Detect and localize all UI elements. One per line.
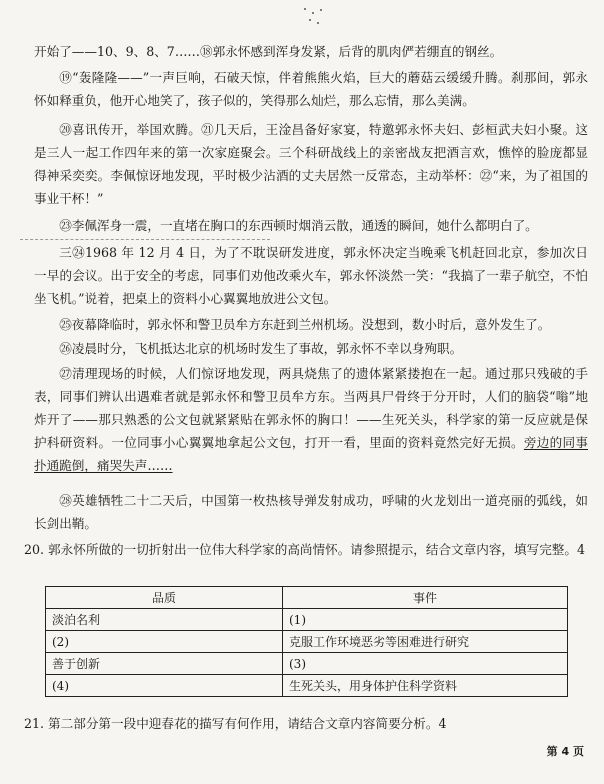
paragraph-27 [34, 362, 588, 477]
table-header-event: 事件 [283, 587, 568, 609]
page-number: 第 4 页 [546, 745, 584, 758]
paragraph-18: 开始了——10、9、8、7……⑱郭永怀感到浑身发紧，后背的肌肉俨若绷直的钢丝。 [34, 44, 503, 59]
paragraph-19: ⑲“轰隆隆——”一声巨响，石破天惊，伴着熊熊火焰，巨大的蘑菇云缓缓升腾。刹那间，郭永怀如释重负，他开心地笑了，孩子似的，笑得那么灿烂，那么忘情，那么美满。 [34, 70, 588, 108]
question-21: 21. 第二部分第一段中迎春花的描写有何作用，请结合文章内容简要分析。4 [24, 716, 447, 731]
table-cell: 善于创新 [46, 653, 283, 675]
paragraph-26: ㉖凌晨时分，飞机抵达北京的机场时发生了事故，郭永怀不幸以身殉职。 [59, 341, 463, 356]
table-cell: (2) [46, 631, 283, 653]
table-cell: 淡泊名利 [46, 609, 283, 631]
answer-table [45, 586, 568, 697]
table-header-quality: 品质 [46, 587, 283, 609]
paragraph-24: 三㉔1968 年 12 月 4 日，为了不耽误研发进度，郭永怀决定当晚乘飞机赶回北京，参加次日一早的会议。出于安全的考虑，同事们劝他改乘火车，郭永怀淡然一笑：“我搞了一辈子航空，不怕坐飞机。”说着，把桌上的资料小心翼翼地放进公文包。 [34, 245, 588, 306]
table-cell: 生死关头，用身体护住科学资料 [283, 675, 568, 697]
scan-speckles [300, 6, 330, 28]
table-cell: (4) [46, 675, 283, 697]
paragraph-28: ㉘英雄牺牲二十二天后，中国第一枚热核导弹发射成功，呼啸的火龙划出一道亮丽的弧线，如长剑出鞘。 [34, 493, 588, 531]
table-row [46, 675, 568, 697]
table-cell: (1) [283, 609, 568, 631]
paragraph-20-22: ⑳喜讯传开，举国欢腾。㉑几天后，王淦昌备好家宴，特邀郭永怀夫妇、彭桓武夫妇小聚。这是三人一起工作四年来的第一次家庭聚会。三个科研战线上的亲密战友把酒言欢，憔悴的脸庞都显得神采奕奕。李佩惊讶地发现，平时极少沾酒的丈夫居然一反常态，主动举杯：㉒“来，为了祖国的事业干杯！” [34, 122, 588, 206]
table-row [46, 631, 568, 653]
scan-dash-line [20, 239, 270, 240]
table-cell: 克服工作环境恶劣等困难进行研究 [283, 631, 568, 653]
table-row [46, 653, 568, 675]
paragraph-23: ㉓李佩浑身一震，一直堵在胸口的东西顿时烟消云散，通透的瞬间，她什么都明白了。 [59, 218, 538, 233]
table-row [46, 609, 568, 631]
question-20: 20. 郭永怀所做的一切折射出一位伟大科学家的高尚情怀。请参照提示，结合文章内容，填写完整。4 [24, 542, 585, 557]
table-header-row [46, 587, 568, 609]
underlined-sentence: 旁边的同事扑通跪倒，痛哭失声…… [34, 435, 588, 473]
paragraph-27-text: ㉗清理现场的时候，人们惊讶地发现，两具烧焦了的遗体紧紧搂抱在一起。通过那只残破的手表，同事们辨认出遇难者就是郭永怀和警卫员牟方东。当两具尸骨终于分开时，人们的脑袋“嗡”地炸开了——那只熟悉的公文包就紧紧贴在郭永怀的胸口！——生死关头，科学家的第一反应就是保护科研资料。一位同事小心翼翼地拿起公文包，打开一看，里面的资料竟然完好无损。 [34, 366, 588, 450]
table-cell: (3) [283, 653, 568, 675]
paragraph-25: ㉕夜幕降临时，郭永怀和警卫员牟方东赶到兰州机场。没想到，数小时后，意外发生了。 [59, 317, 551, 332]
